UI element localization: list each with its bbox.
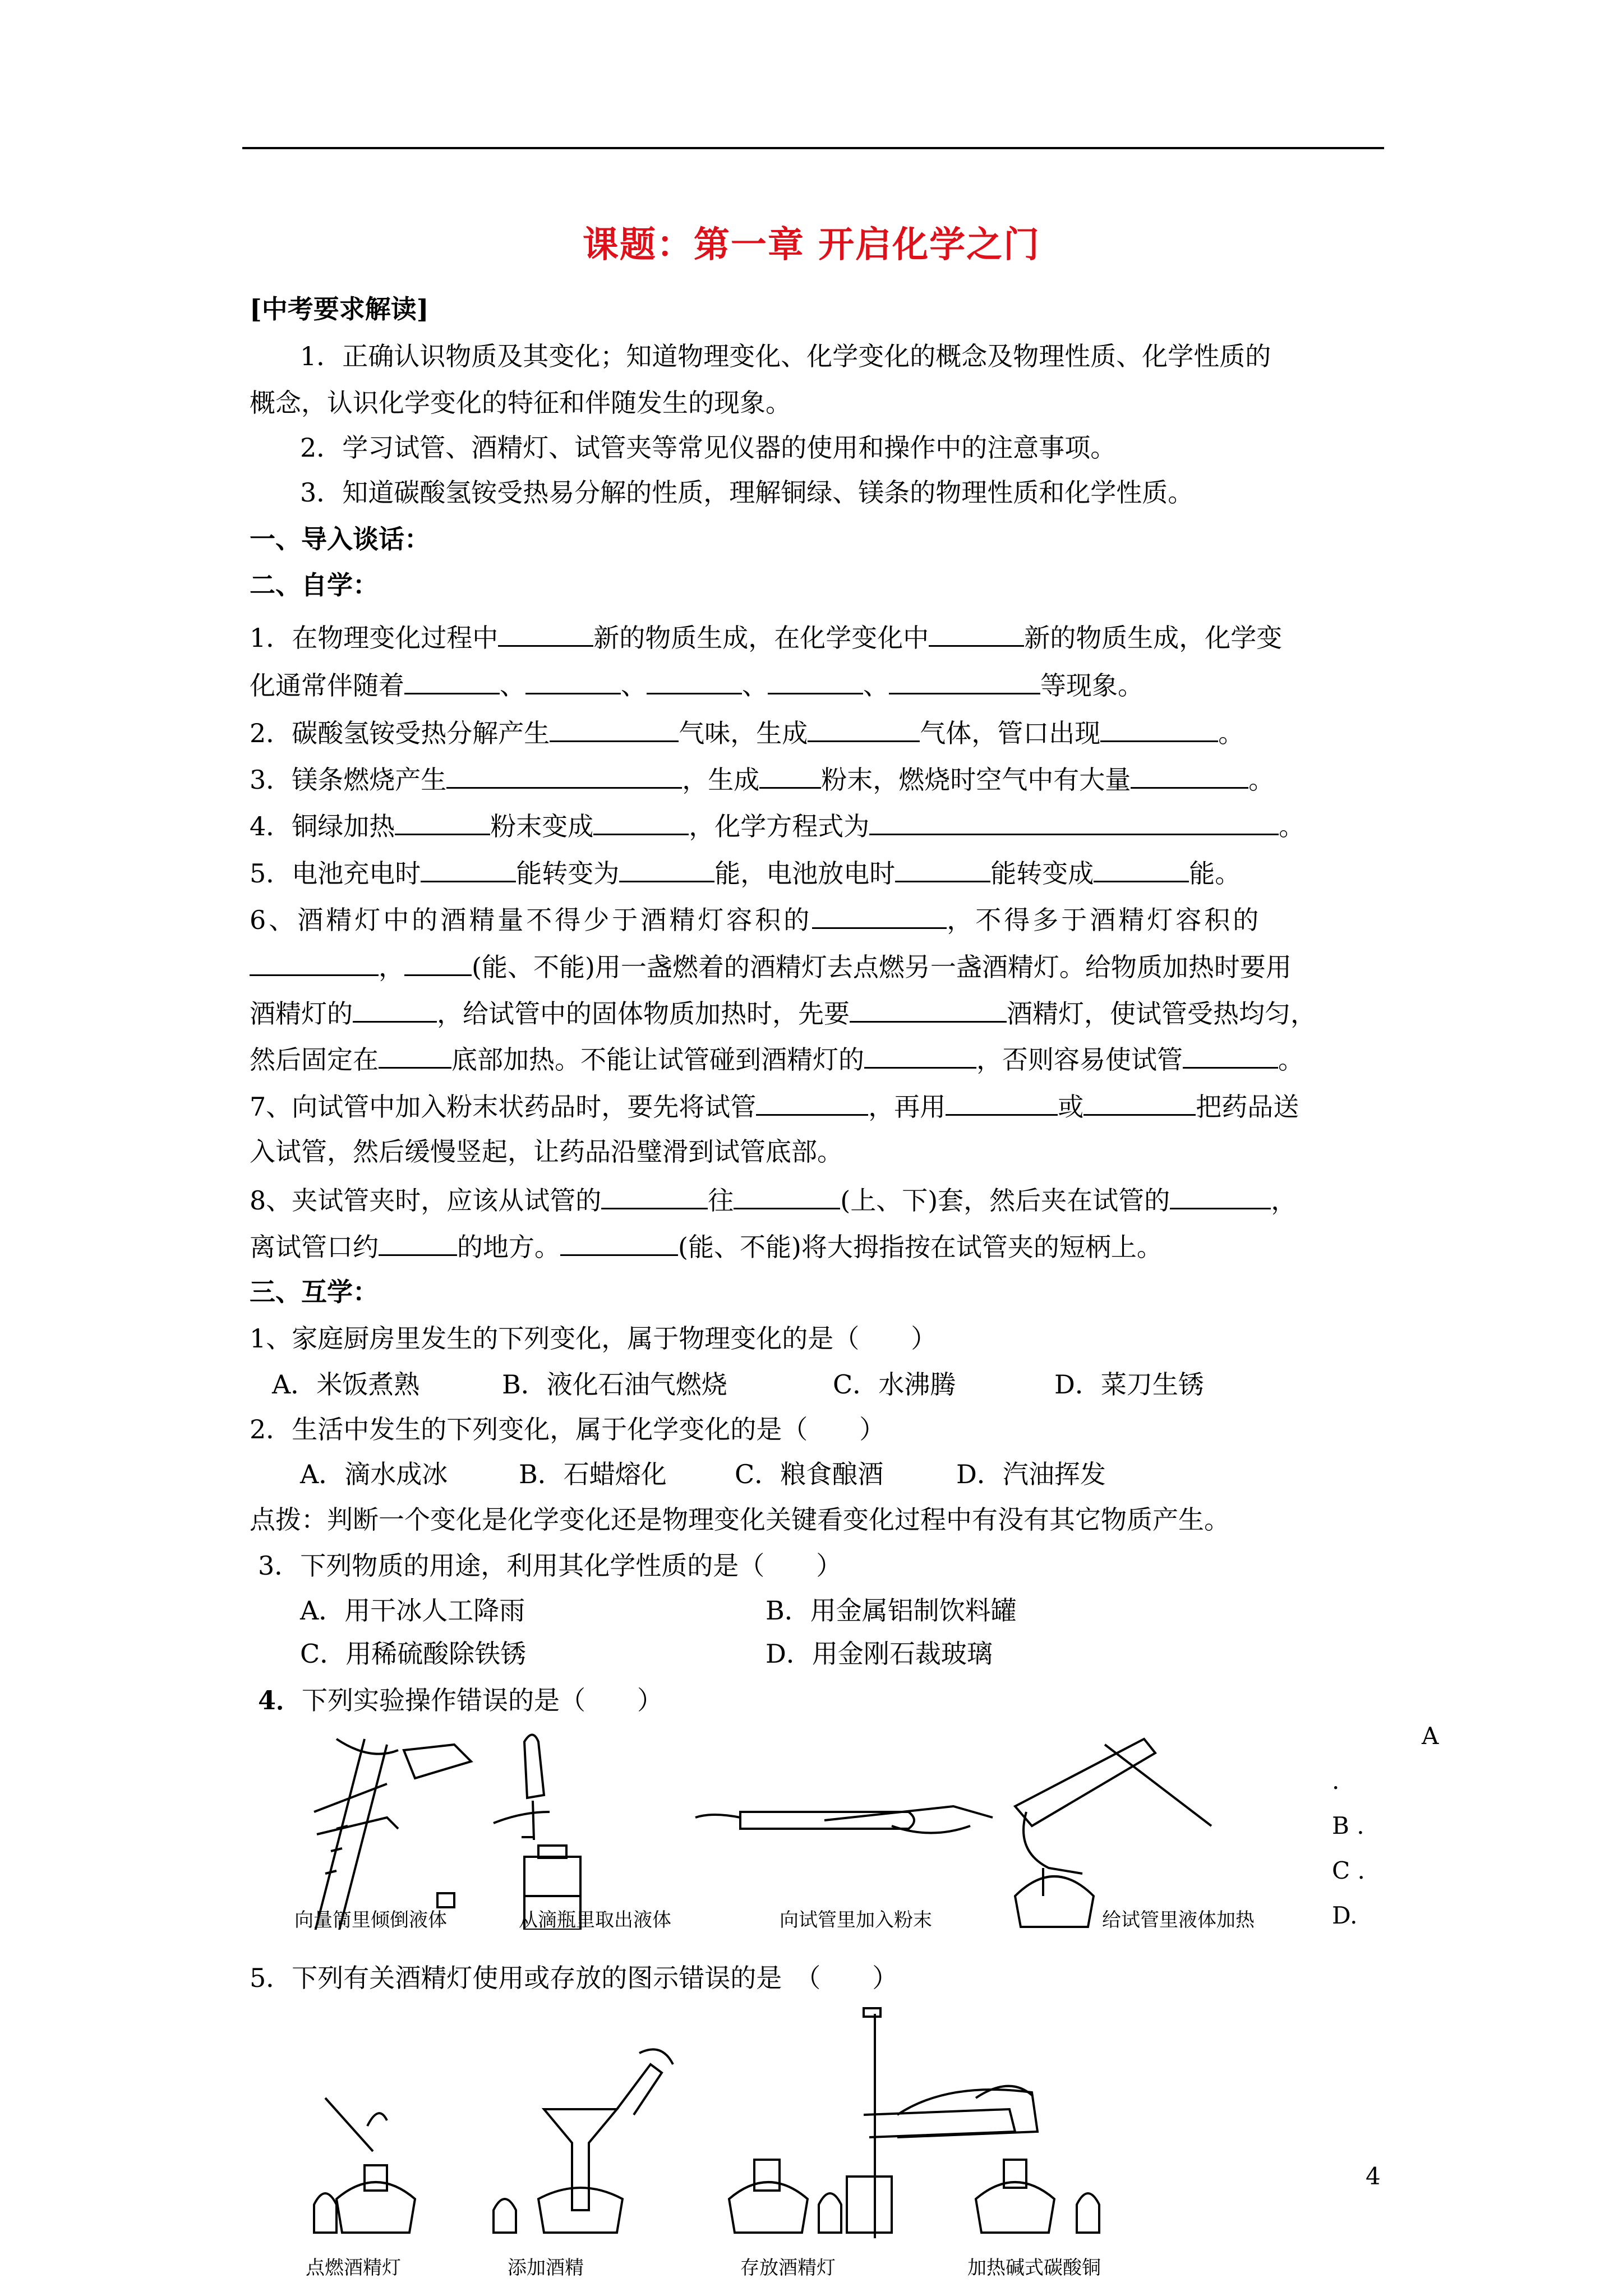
q4-side-c: C .	[1332, 1857, 1365, 1884]
q5-caption-4: 加热碱式碳酸铜	[967, 2257, 1101, 2279]
q4-caption-3: 向试管里加入粉末	[780, 1909, 932, 1931]
q8-line2: 离试管口约 的地方。 (能、不能)将大拇指按在试管夹的短柄上。	[250, 1232, 1163, 1262]
tip: 点拨：判断一个变化是化学变化还是物理变化关键看变化过程中有没有其它物质产生。	[250, 1504, 1230, 1535]
test-tube-powder-illustration	[695, 1806, 993, 1833]
blank[interactable]	[647, 670, 742, 694]
blank[interactable]	[593, 811, 689, 835]
req-1a: 1．正确认识物质及其变化；知道物理变化、化学变化的概念及物理性质、化学性质的	[300, 341, 1271, 371]
q4: 4．铜绿加热 粉末变成 ，化学方程式为 。	[250, 811, 1305, 841]
blank[interactable]	[250, 952, 379, 976]
graduated-cylinder-illustration	[314, 1739, 471, 1930]
blank[interactable]	[734, 1185, 840, 1209]
q4-caption-2: 从滴瓶里取出液体	[519, 1909, 671, 1931]
q4-side-b: B .	[1332, 1812, 1364, 1839]
blank[interactable]	[756, 1092, 868, 1116]
page-title: 课题：第一章 开启化学之门	[582, 224, 1041, 266]
blank[interactable]	[812, 905, 947, 929]
blank[interactable]	[404, 670, 500, 694]
m2-stem: 2．生活中发生的下列变化，属于化学变化的是（ ）	[250, 1414, 886, 1444]
blank[interactable]	[895, 858, 990, 882]
blank[interactable]	[1183, 1045, 1278, 1069]
q5-figures	[303, 1997, 1256, 2244]
blank[interactable]	[1100, 718, 1218, 742]
m1-stem: 1、家庭厨房里发生的下列变化，属于物理变化的是（ ）	[250, 1323, 937, 1354]
blank[interactable]	[395, 811, 490, 835]
m3-option-b: B．用金属铝制饮料罐	[766, 1595, 1017, 1626]
blank[interactable]	[498, 623, 593, 647]
m3-option-a: A．用干冰人工降雨	[300, 1595, 525, 1626]
q7-line1: 7、向试管中加入粉末状药品时，要先将试管 ，再用 或 把药品送	[250, 1092, 1299, 1122]
blank[interactable]	[379, 1045, 451, 1069]
q3: 3．镁条燃烧产生 ，生成 粉末，燃烧时空气中有大量 。	[250, 765, 1275, 795]
lighting-lamp-illustration	[314, 2098, 415, 2233]
q5-caption-3: 存放酒精灯	[740, 2257, 836, 2279]
dropper-bottle-illustration	[494, 1735, 580, 1930]
q5-caption-2: 添加酒精	[508, 2257, 584, 2279]
heating-tube-illustration	[1015, 1739, 1211, 1927]
q4-caption-1: 向量筒里倾倒液体	[294, 1909, 447, 1931]
q8-line1: 8、夹试管夹时，应该从试管的 往 (上、下)套，然后夹在试管的 ，	[250, 1185, 1297, 1216]
blank[interactable]	[525, 670, 621, 694]
storing-lamp-illustration	[729, 2160, 841, 2233]
q4-figures	[303, 1728, 1312, 1930]
q5: 5．电池充电时 能转变为 能，电池放电时 能转变成 能。	[250, 858, 1241, 889]
blank[interactable]	[768, 670, 863, 694]
blank[interactable]	[446, 765, 682, 789]
q1-line1: 1．在物理变化过程中 新的物质生成，在化学变化中 新的物质生成，化学变	[250, 623, 1283, 653]
blank[interactable]	[1170, 1185, 1271, 1209]
blank[interactable]	[404, 952, 472, 976]
blank[interactable]	[946, 1092, 1058, 1116]
m3-option-d: D．用金刚石裁玻璃	[766, 1639, 993, 1669]
page-number: 4	[1366, 2162, 1381, 2190]
section-intro: 一、导入谈话：	[250, 524, 430, 554]
m1-option-c: C．水沸腾	[833, 1369, 956, 1400]
q6-line1: 6、酒精灯中的酒精量不得少于酒精灯容积的 ，不得多于酒精灯容积的	[250, 905, 1262, 935]
blank[interactable]	[850, 999, 1007, 1023]
blank[interactable]	[560, 1232, 678, 1256]
blank[interactable]	[1131, 765, 1248, 789]
heating-basic-copper-carbonate-illustration	[847, 2008, 1099, 2238]
blank[interactable]	[601, 1185, 708, 1209]
blank[interactable]	[379, 1232, 457, 1256]
blank[interactable]	[1083, 1092, 1196, 1116]
section-requirements: [中考要求解读]	[250, 294, 429, 324]
m2-option-a: A．滴水成冰	[300, 1459, 448, 1489]
top-rule	[242, 147, 1384, 149]
q2: 2．碳酸氢铵受热分解产生 气味，生成 气体，管口出现 。	[250, 718, 1244, 748]
q4-side-a: A	[1422, 1722, 1439, 1750]
blank[interactable]	[353, 999, 437, 1023]
blank[interactable]	[619, 858, 714, 882]
blank[interactable]	[889, 670, 1040, 694]
m4-stem: 4．下列实验操作错误的是（ ）	[258, 1685, 663, 1715]
q5-caption-1: 点燃酒精灯	[306, 2257, 401, 2279]
q1-line2: 化通常伴随着 、 、 、 、 等现象。	[250, 670, 1144, 701]
req-3: 3．知道碳酸氢铵受热易分解的性质，理解铜绿、镁条的物理性质和化学性质。	[300, 477, 1194, 508]
q7-line2: 入试管，然后缓慢竖起，让药品沿璧滑到试管底部。	[250, 1137, 843, 1167]
q4-side-d: D.	[1332, 1902, 1358, 1929]
blank[interactable]	[869, 811, 1279, 835]
req-2: 2．学习试管、酒精灯、试管夹等常见仪器的使用和操作中的注意事项。	[300, 432, 1117, 463]
q6-line3: 酒精灯的 ，给试管中的固体物质加热时，先要 酒精灯，使试管受热均匀，	[250, 999, 1316, 1029]
blank[interactable]	[864, 1045, 976, 1069]
req-1b: 概念，认识化学变化的特征和伴随发生的现象。	[250, 388, 791, 418]
q4-side-dot: .	[1332, 1767, 1340, 1795]
m1-option-d: D．菜刀生锈	[1054, 1369, 1204, 1400]
section-mutual: 三、互学：	[250, 1277, 379, 1307]
blank[interactable]	[808, 718, 920, 742]
m2-option-c: C．粮食酿酒	[735, 1459, 884, 1489]
q6-line2: ， (能、不能)用一盏燃着的酒精灯去点燃另一盏酒精灯。给物质加热时要用	[250, 952, 1292, 980]
m1-option-a: A．米饭煮熟	[272, 1369, 420, 1400]
m1-option-b: B．液化石油气燃烧	[502, 1369, 727, 1400]
adding-alcohol-illustration	[494, 2049, 673, 2233]
q6-line4: 然后固定在 底部加热。不能让试管碰到酒精灯的 ，否则容易使试管 。	[250, 1045, 1304, 1075]
m3-option-c: C．用稀硫酸除铁锈	[300, 1639, 527, 1669]
section-selfstudy: 二、自学：	[250, 570, 379, 600]
m5-stem: 5．下列有关酒精灯使用或存放的图示错误的是 （ ）	[250, 1963, 898, 1993]
q4-caption-4: 给试管里液体加热	[1102, 1909, 1255, 1931]
m2-option-d: D．汽油挥发	[956, 1459, 1106, 1489]
blank[interactable]	[759, 765, 821, 789]
blank[interactable]	[929, 623, 1024, 647]
m2-option-b: B．石蜡熔化	[519, 1459, 667, 1489]
blank[interactable]	[1094, 858, 1189, 882]
m3-stem: 3．下列物质的用途，利用其化学性质的是（ ）	[258, 1550, 842, 1581]
blank[interactable]	[550, 718, 679, 742]
blank[interactable]	[421, 858, 516, 882]
